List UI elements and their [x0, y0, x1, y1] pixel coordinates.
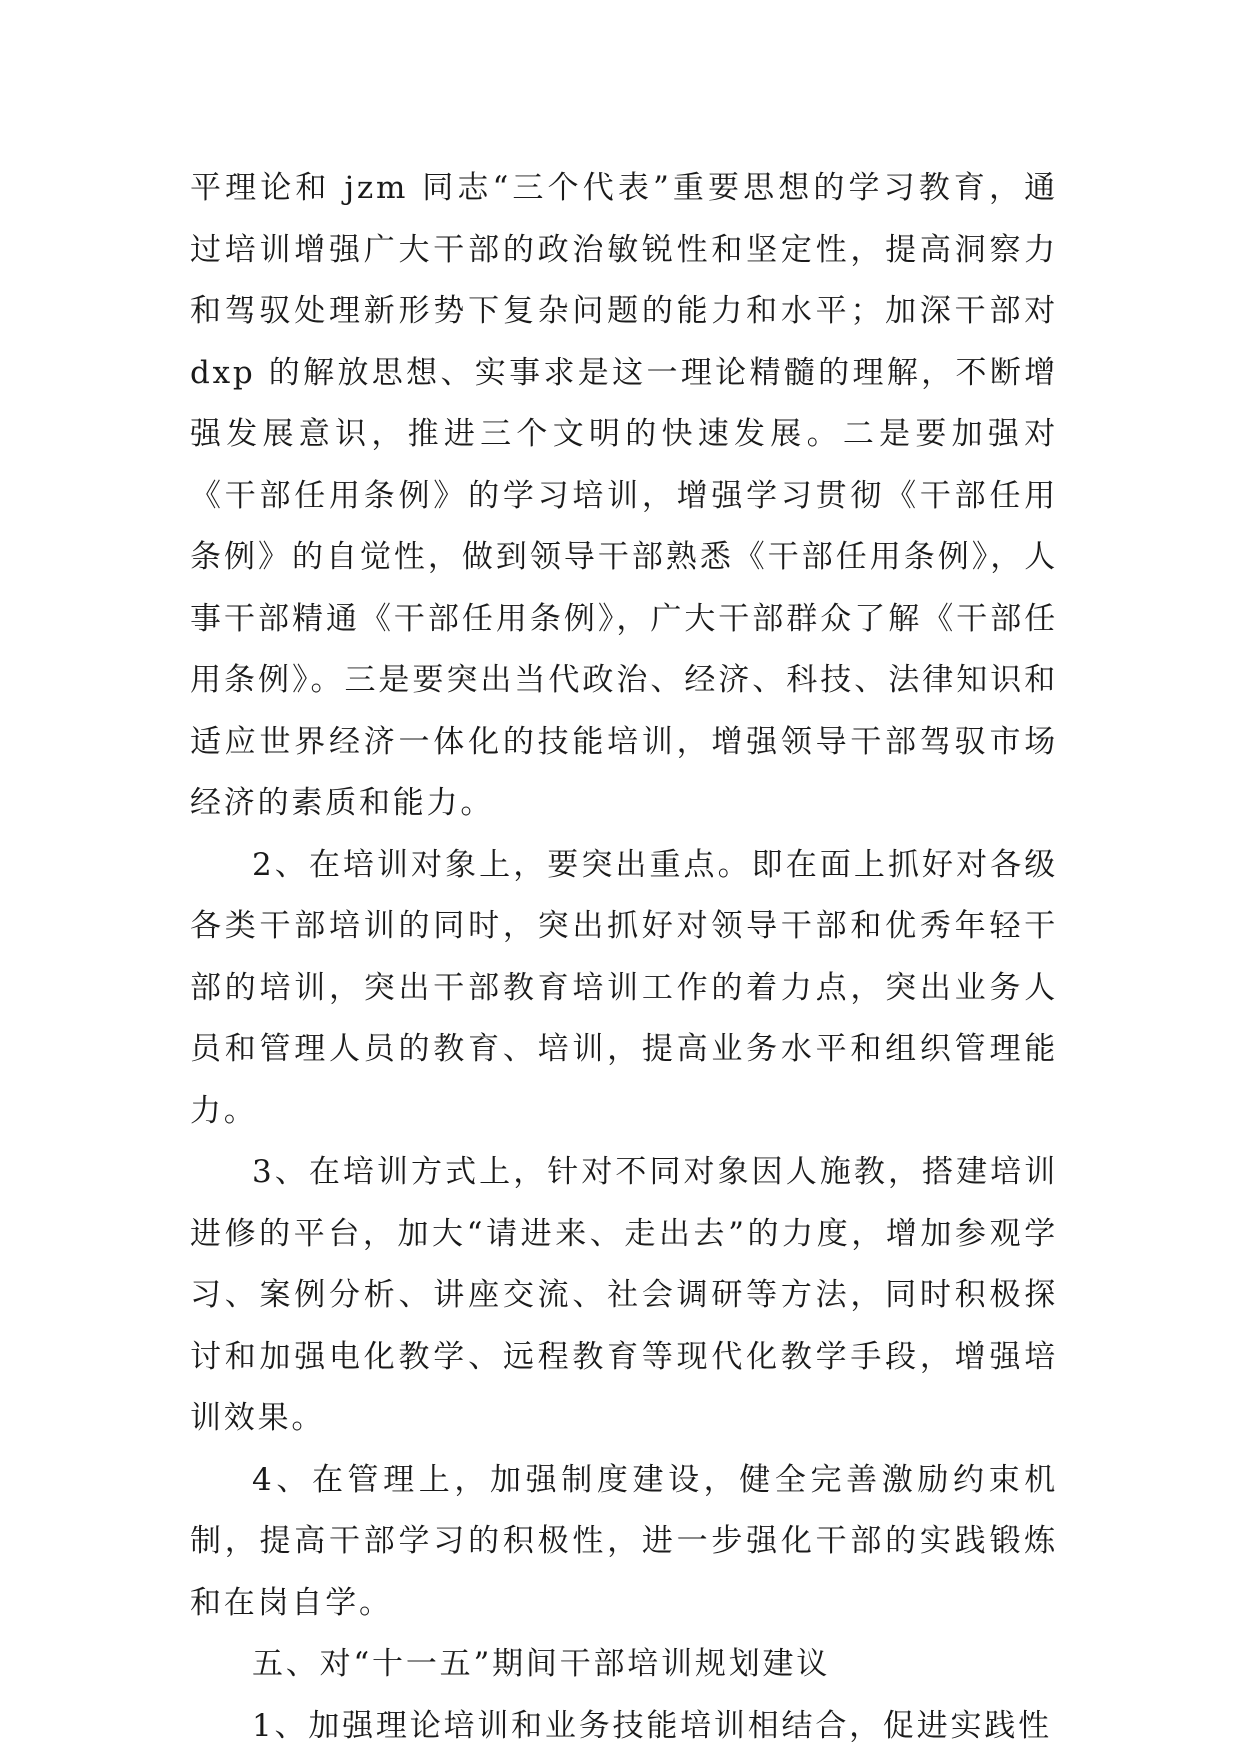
paragraph-management: 4、在管理上，加强制度建设，健全完善激励约束机制，提高干部学习的积极性，进一步强化干部的实践锻炼和在岗自学。: [190, 1450, 1058, 1635]
paragraph-theory-study: 平理论和 jzm 同志“三个代表”重要思想的学习教育，通过培训增强广大干部的政治敏锐性和坚定性，提高洞察力和驾驭处理新形势下复杂问题的能力和水平；加深干部对 dxp 的解放思想、实事求是这一理论精髓的理解，不断增强发展意识，推进三个文明的快速发展。二是要加强对《干部任用条例》的学习培训，增强学习贯彻《干部任用条例》的自觉性，做到领导干部熟悉《干部任用条例》，人事干部精通《干部任用条例》，广大干部群众了解《干部任用条例》。三是要突出当代政治、经济、科技、法律知识和适应世界经济一体化的技能培训，增强领导干部驾驭市场经济的素质和能力。: [190, 158, 1058, 835]
section-heading-five: 五、对“十一五”期间干部培训规划建议: [190, 1634, 1058, 1696]
paragraph-training-targets: 2、在培训对象上，要突出重点。即在面上抓好对各级各类干部培训的同时，突出抓好对领导干部和优秀年轻干部的培训，突出干部教育培训工作的着力点，突出业务人员和管理人员的教育、培训，提高业务水平和组织管理能力。: [190, 835, 1058, 1143]
document-body: [190, 158, 1058, 1757]
paragraph-training-methods: 3、在培训方式上，针对不同对象因人施教，搭建培训进修的平台，加大“请进来、走出去”的力度，增加参观学习、案例分析、讲座交流、社会调研等方法，同时积极探讨和加强电化教学、远程教育等现代化教学手段，增强培训效果。: [190, 1142, 1058, 1450]
paragraph-suggestion-one: 1、加强理论培训和业务技能培训相结合，促进实践性: [190, 1696, 1058, 1757]
